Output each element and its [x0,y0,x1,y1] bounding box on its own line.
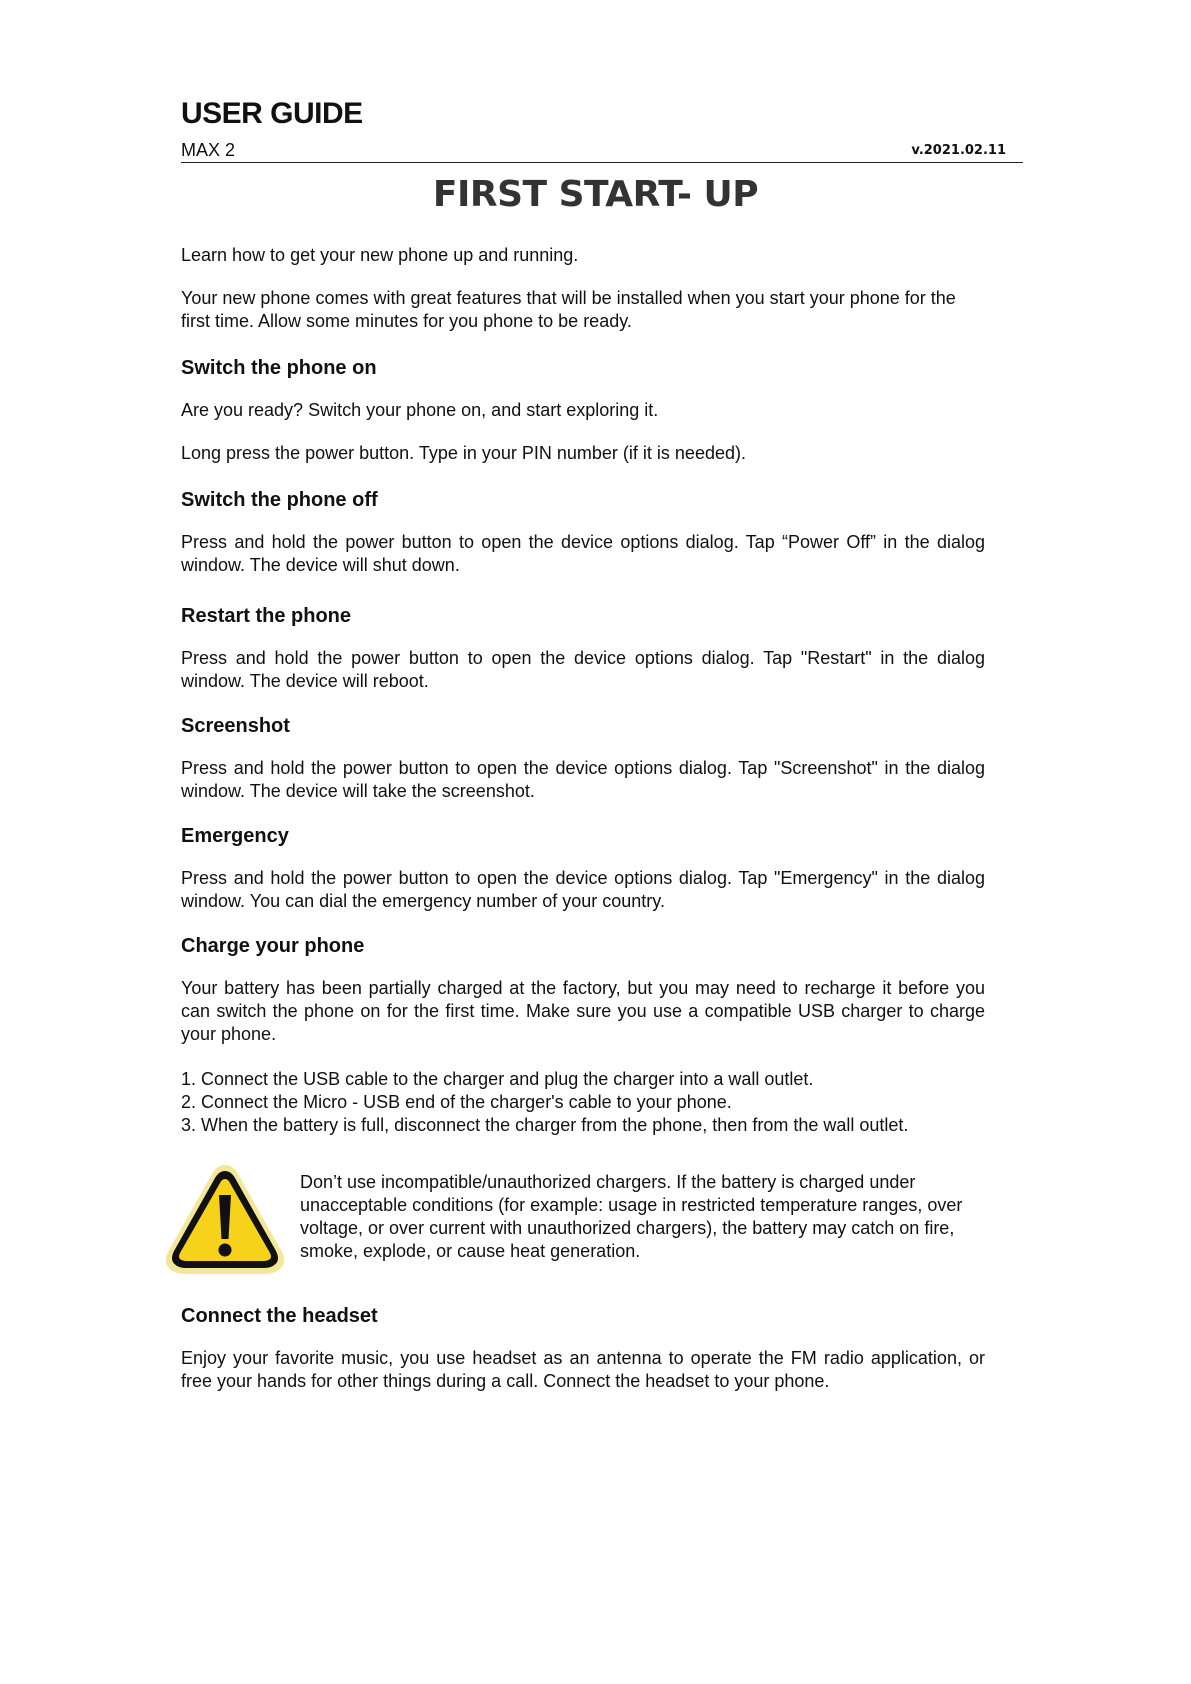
charge-step: 1. Connect the USB cable to the charger and plug the charger into a wall outlet. [181,1069,814,1089]
switch-off-paragraph: Press and hold the power button to open the device options dialog. Tap “Power Off” in the dialog window. The device will shut down. [181,532,985,575]
section-title-switch-off: Switch the phone off [181,489,378,511]
document-body [181,244,985,1393]
section-title-charge: Charge your phone [181,935,365,957]
document-title: USER GUIDE [181,97,363,130]
restart-paragraph: Press and hold the power button to open the device options dialog. Tap "Restart" in the dialog window. The device will reboot. [181,648,985,691]
section-title-headset: Connect the headset [181,1305,378,1327]
charge-step: 2. Connect the Micro - USB end of the charger's cable to your phone. [181,1092,732,1112]
intro-paragraph: Learn how to get your new phone up and running. [181,245,579,265]
charge-paragraph: Your battery has been partially charged at the factory, but you may need to recharge it before you can switch the phone on for the first time. Make sure you use a compatible USB charger to charge your phone. [181,978,985,1044]
section-title-restart: Restart the phone [181,605,352,627]
charge-step: 3. When the battery is full, disconnect the charger from the phone, then from the wall outlet. [181,1115,909,1135]
headset-paragraph: Enjoy your favorite music, you use headset as an antenna to operate the FM radio application, or free your hands for other things during a call. Connect the headset to your phone. [181,1348,985,1391]
switch-on-paragraph: Are you ready? Switch your phone on, and start exploring it. [181,400,659,420]
intro-paragraph: Your new phone comes with great features that will be installed when you start your phone for the first time. Allow some minutes for you phone to be ready. [181,288,956,331]
warning-box [181,1159,985,1279]
warning-icon [161,1159,289,1277]
section-title-emergency: Emergency [181,825,289,847]
model-name: MAX 2 [181,140,236,160]
header-divider [181,162,1023,163]
section-title-screenshot: Screenshot [181,715,290,737]
screenshot-paragraph: Press and hold the power button to open the device options dialog. Tap "Screenshot" in the dialog window. The device will take the screenshot. [181,758,985,801]
page-heading: FIRST START- UP [432,174,759,215]
version-label: v.2021.02.11 [911,143,1006,158]
warning-text: Don’t use incompatible/unauthorized chargers. If the battery is charged under unacceptable conditions (for example: usage in restricted temperature ranges, over voltage, or over current with unauthorized chargers), the battery may catch on fire, smoke, explode, or cause heat generation. [300,1172,963,1261]
switch-on-paragraph: Long press the power button. Type in your PIN number (if it is needed). [181,443,746,463]
emergency-paragraph: Press and hold the power button to open the device options dialog. Tap "Emergency" in the dialog window. You can dial the emergency number of your country. [181,868,985,911]
section-title-switch-on: Switch the phone on [181,357,377,379]
